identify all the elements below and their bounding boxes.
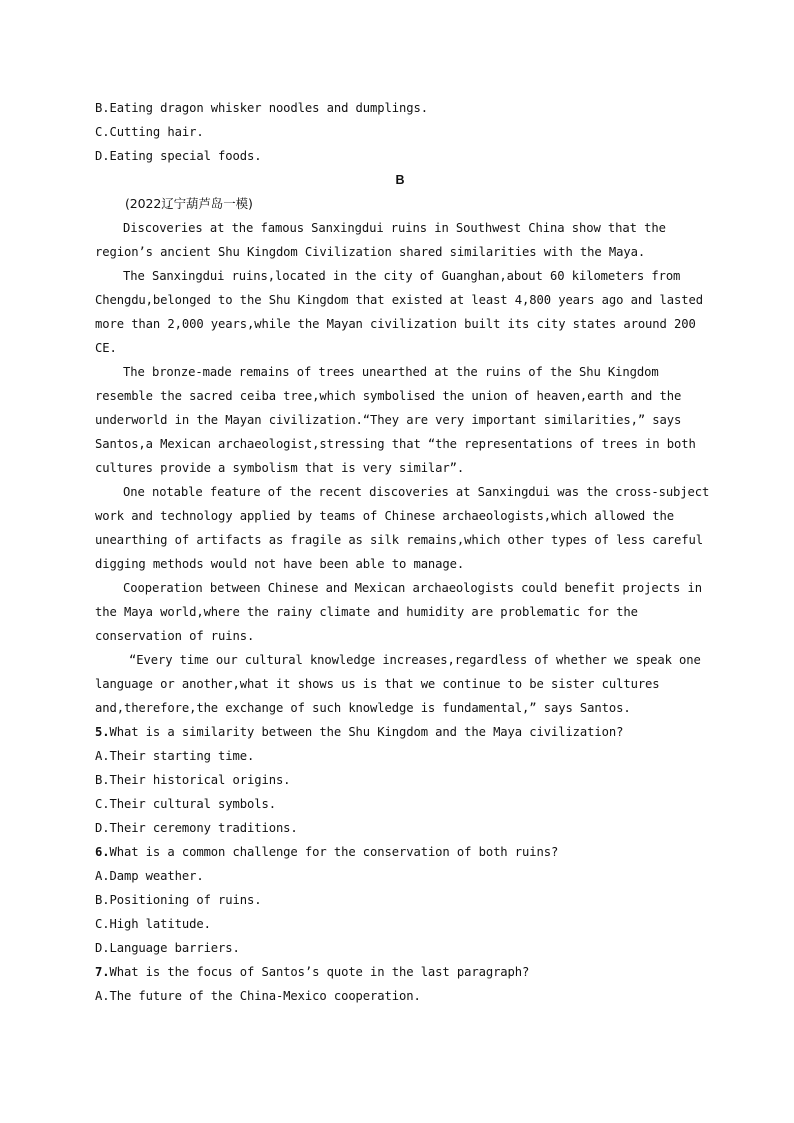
option-b: B.Positioning of ruins. [95, 893, 262, 907]
question-stem [95, 720, 705, 744]
option-a: A.Damp weather. [95, 869, 204, 883]
passage-line: the Maya world,where the rainy climate and humidity are problematic for the [95, 605, 638, 619]
passage-line: region’s ancient Shu Kingdom Civilization shared similarities with the Maya. [95, 245, 646, 259]
passage-line: underworld in the Mayan civilization.“They are very important similarities,” says [95, 413, 682, 427]
passage-line: resemble the sacred ceiba tree,which symbolised the union of heaven,earth and the [95, 389, 682, 403]
passage-line: One notable feature of the recent discoveries at Sanxingdui was the cross-subject [123, 485, 710, 499]
question-number: 5. [95, 725, 110, 739]
option-a: A.Their starting time. [95, 749, 255, 763]
passage-line: CE. [95, 341, 117, 355]
option-b: B.Their historical origins. [95, 773, 291, 787]
option-d: D.Language barriers. [95, 941, 240, 955]
question-6 [95, 840, 705, 960]
question-text: What is the focus of Santos’s quote in the last paragraph? [109, 965, 530, 979]
question-stem [95, 960, 705, 984]
question-stem [95, 840, 705, 864]
option-a: A.The future of the China-Mexico cooperation. [95, 989, 421, 1003]
passage-line: language or another,what it shows us is that we continue to be sister cultures [95, 677, 660, 691]
document-page [95, 96, 710, 1008]
passage-line: Chengdu,belonged to the Shu Kingdom that existed at least 4,800 years ago and lasted [95, 293, 703, 307]
passage-line: unearthing of artifacts as fragile as silk remains,which other types of less careful [95, 533, 703, 547]
passage-line: Santos,a Mexican archaeologist,stressing that “the representations of trees in both [95, 437, 696, 451]
passage-line: work and technology applied by teams of Chinese archaeologists,which allowed the [95, 509, 675, 523]
passage-line: The bronze-made remains of trees unearthed at the ruins of the Shu Kingdom [123, 365, 659, 379]
option-c: C.High latitude. [95, 917, 211, 931]
passage-line: Cooperation between Chinese and Mexican archaeologists could benefit projects in [123, 581, 703, 595]
passage-line: Discoveries at the famous Sanxingdui ruins in Southwest China show that the [123, 221, 666, 235]
passage [95, 216, 710, 720]
passage-line: The Sanxingdui ruins,located in the city of Guanghan,about 60 kilometers from [123, 269, 681, 283]
question-7 [95, 960, 705, 1008]
passage-line: more than 2,000 years,while the Mayan civilization built its city states around 200 [95, 317, 696, 331]
passage-line: digging methods would not have been able to manage. [95, 557, 465, 571]
option-d: D.Their ceremony traditions. [95, 821, 298, 835]
prev-option-d: D.Eating special foods. [95, 149, 262, 163]
question-5 [95, 720, 705, 840]
option-c: C.Their cultural symbols. [95, 797, 276, 811]
passage-line: “Every time our cultural knowledge increases,regardless of whether we speak one [129, 653, 701, 667]
question-number: 7. [95, 965, 110, 979]
prev-option-b: B.Eating dragon whisker noodles and dumplings. [95, 101, 428, 115]
passage-line: cultures provide a symbolism that is very similar”. [95, 461, 465, 475]
section-label: B [395, 173, 405, 187]
passage-line: conservation of ruins. [95, 629, 255, 643]
source-label: (2022辽宁葫芦岛一模) [125, 196, 253, 211]
question-text: What is a common challenge for the conservation of both ruins? [109, 845, 559, 859]
question-number: 6. [95, 845, 110, 859]
prev-option-c: C.Cutting hair. [95, 125, 204, 139]
question-text: What is a similarity between the Shu Kingdom and the Maya civilization? [109, 725, 624, 739]
passage-line: and,therefore,the exchange of such knowledge is fundamental,” says Santos. [95, 701, 631, 715]
